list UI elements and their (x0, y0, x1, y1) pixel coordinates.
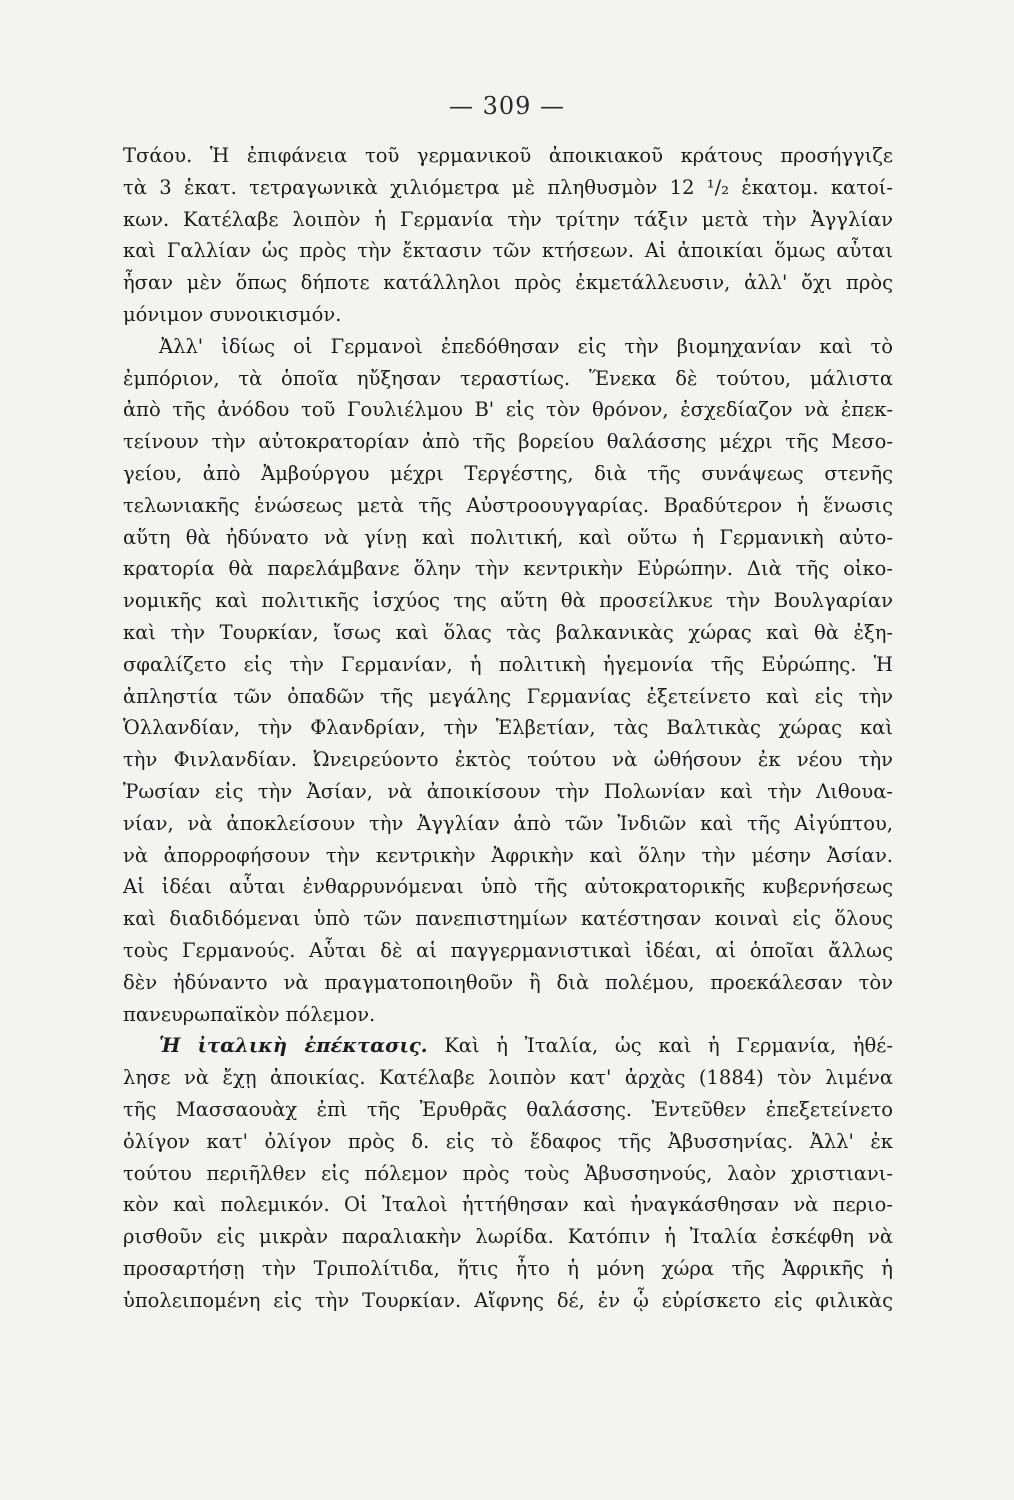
page-number: — 309 — (448, 92, 566, 120)
text-line: τὴν Φινλανδίαν. Ὠνειρεύοντο ἐκτὸς τούτου νὰ ὠθήσουν ἐκ νέου τὴν (123, 748, 893, 772)
text-line: τοὺς Γερμανούς. Αὗται δὲ αἱ παγγερμανιστικαὶ ἰδέαι, αἱ ὁποῖαι ἄλλως (123, 938, 893, 962)
text-line: ὀλίγον κατ' ὀλίγον πρὸς δ. εἰς τὸ ἔδαφος τῆς Ἀβυσσηνίας. Ἀλλ' ἐκ (123, 1129, 893, 1153)
text-line: καὶ τὴν Τουρκίαν, ἴσως καὶ ὅλας τὰς βαλκανικὰς χώρας καὶ θὰ ἐξη- (123, 620, 893, 644)
text-line: τῆς Μασσαουὰχ ἐπὶ τῆς Ἐρυθρᾶς θαλάσσης. Ἐντεῦθεν ἐπεξετείνετο (123, 1097, 893, 1121)
body-text (123, 140, 893, 1316)
text-line: αὕτη θὰ ἠδύνατο νὰ γίνῃ καὶ πολιτική, καὶ οὕτω ἡ Γερμανικὴ αὐτο- (123, 525, 893, 549)
text-line: καὶ Γαλλίαν ὡς πρὸς τὴν ἔκτασιν τῶν κτήσεων. Αἱ ἀποικίαι ὅμως αὗται (123, 239, 893, 263)
text-line: ἦσαν μὲν ὅπως δήποτε κατάλληλοι πρὸς ἐκμετάλλευσιν, ἀλλ' ὄχι πρὸς (123, 271, 893, 295)
text-line: Ῥωσίαν εἰς τὴν Ἀσίαν, νὰ ἀποικίσουν τὴν Πολωνίαν καὶ τὴν Λιθουα- (123, 779, 893, 803)
text-line: τούτου περιῆλθεν εἰς πόλεμον πρὸς τοὺς Ἀβυσσηνούς, λαὸν χριστιανι- (123, 1161, 893, 1185)
text-line: σφαλίζετο εἰς τὴν Γερμανίαν, ἡ πολιτικὴ ἡγεμονία τῆς Εὐρώπης. Ἡ (123, 652, 893, 676)
text-line: δὲν ἠδύναντο νὰ πραγματοποιηθοῦν ἢ διὰ πολέμου, προεκάλεσαν τὸν (123, 970, 893, 994)
text-line: κὸν καὶ πολεμικόν. Οἱ Ἰταλοὶ ἡττήθησαν καὶ ἠναγκάσθησαν νὰ περιο- (123, 1193, 893, 1217)
text-line: τὰ 3 ἑκατ. τετραγωνικὰ χιλιόμετρα μὲ πληθυσμὸν 12 ¹/₂ ἑκατομ. κατοί- (123, 175, 893, 199)
text-line: πανευρωπαϊκὸν πόλεμον. (123, 1002, 376, 1026)
section-heading: Ἡ ἰταλικὴ ἐπέκτασις. (159, 1034, 428, 1058)
text-line: τείνουν τὴν αὐτοκρατορίαν ἀπὸ τῆς βορείου θαλάσσης μέχρι τῆς Μεσο- (123, 430, 893, 454)
section-heading-line: Ἡ ἰταλικὴ ἐπέκτασις. Καὶ ἡ Ἰταλία, ὡς καὶ ἡ Γερμανία, ἠθέ- (159, 1034, 893, 1058)
text-line: Τσάου. Ἡ ἐπιφάνεια τοῦ γερμανικοῦ ἀποικιακοῦ κράτους προσήγγιζε (123, 144, 893, 167)
text-line: κων. Κατέλαβε λοιπὸν ἡ Γερμανία τὴν τρίτην τάξιν μετὰ τὴν Ἀγγλίαν (123, 207, 893, 231)
text-line: Ὁλλανδίαν, τὴν Φλανδρίαν, τὴν Ἑλβετίαν, τὰς Βαλτικὰς χώρας καὶ (123, 716, 893, 740)
text-line: τελωνιακῆς ἑνώσεως μετὰ τῆς Αὐστροουγγαρίας. Βραδύτερον ἡ ἕνωσις (123, 493, 893, 517)
text-line: μόνιμον συνοικισμόν. (123, 302, 342, 326)
text-line: ρισθοῦν εἰς μικρὰν παραλιακὴν λωρίδα. Κατόπιν ἡ Ἰταλία ἐσκέφθη νὰ (123, 1225, 893, 1249)
text-line: λησε νὰ ἔχῃ ἀποικίας. Κατέλαβε λοιπὸν κατ' ἀρχὰς (1884) τὸν λιμένα (123, 1066, 893, 1090)
text-line: προσαρτήσῃ τὴν Τριπολίτιδα, ἥτις ἦτο ἡ μόνη χώρα τῆς Ἀφρικῆς ἡ (123, 1256, 893, 1280)
text-line: ἀπληστία τῶν ὀπαδῶν τῆς μεγάλης Γερμανίας ἐξετείνετο καὶ εἰς τὴν (123, 684, 893, 708)
paragraph-start-line: Ἀλλ' ἰδίως οἱ Γερμανοὶ ἐπεδόθησαν εἰς τὴν βιομηχανίαν καὶ τὸ (159, 334, 893, 358)
text-line: γείου, ἀπὸ Ἀμβούργου μέχρι Τεργέστης, διὰ τῆς συνάψεως στενῆς (123, 461, 893, 485)
text-line: Αἱ ἰδέαι αὗται ἐνθαρρυνόμεναι ὑπὸ τῆς αὐτοκρατορικῆς κυβερνήσεως (123, 875, 893, 899)
text-line: νομικῆς καὶ πολιτικῆς ἰσχύος της αὕτη θὰ προσείλκυε τὴν Βουλγαρίαν (123, 589, 893, 613)
text-line: κρατορία θὰ παρελάμβανε ὅλην τὴν κεντρικὴν Εὐρώπην. Διὰ τῆς οἰκο- (123, 557, 893, 581)
text-line: ἐμπόριον, τὰ ὁποῖα ηὔξησαν τεραστίως. Ἕνεκα δὲ τούτου, μάλιστα (123, 366, 893, 390)
text-line: νὰ ἀπορροφήσουν τὴν κεντρικὴν Ἀφρικὴν καὶ ὅλην τὴν μέσην Ἀσίαν. (123, 843, 893, 867)
text-line: ἀπὸ τῆς ἀνόδου τοῦ Γουλιέλμου Β' εἰς τὸν θρόνον, ἐσχεδίαζον νὰ ἐπεκ- (123, 398, 893, 422)
text-line: ὑπολειπομένη εἰς τὴν Τουρκίαν. Αἴφνης δέ, ἐν ᾧ εὑρίσκετο εἰς φιλικὰς (123, 1288, 893, 1312)
text-line: νίαν, νὰ ἀποκλείσουν τὴν Ἀγγλίαν ἀπὸ τῶν Ἰνδιῶν καὶ τῆς Αἰγύπτου, (123, 811, 893, 835)
text-line: καὶ διαδιδόμεναι ὑπὸ τῶν πανεπιστημίων κατέστησαν κοιναὶ εἰς ὅλους (123, 907, 893, 931)
